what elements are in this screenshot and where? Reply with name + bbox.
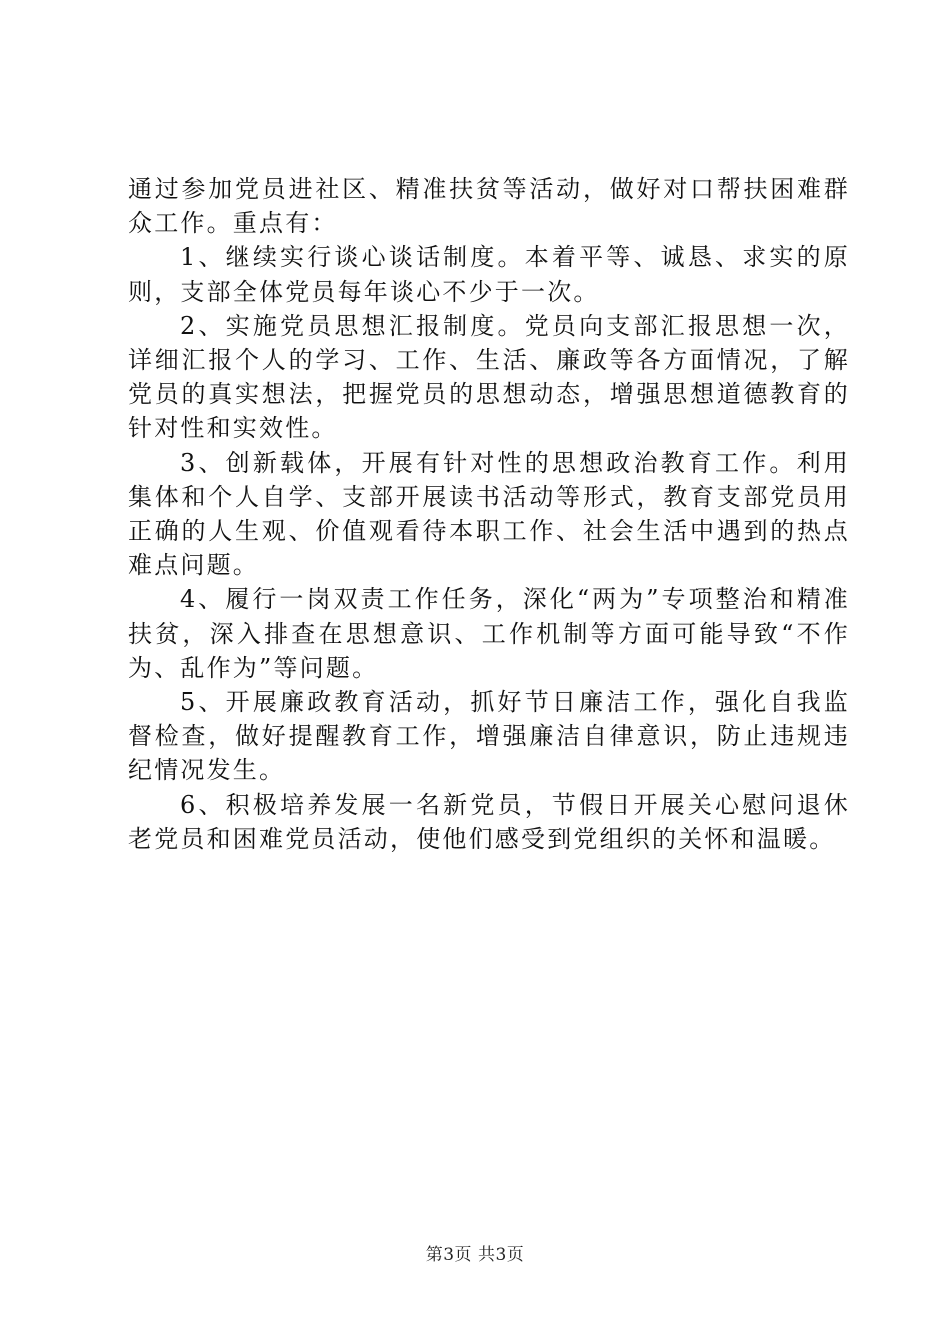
paragraph-item-3: 3、创新载体，开展有针对性的思想政治教育工作。利用集体和个人自学、支部开展读书活动等形式，教育支部党员用正确的人生观、价值观看待本职工作、社会生活中遇到的热点难点问题。 <box>128 448 850 580</box>
paragraph-item-1: 1、继续实行谈心谈话制度。本着平等、诚恳、求实的原则，支部全体党员每年谈心不少于一次。 <box>128 243 850 306</box>
paragraph-item-2: 2、实施党员思想汇报制度。党员向支部汇报思想一次，详细汇报个人的学习、工作、生活、廉政等各方面情况，了解党员的真实想法，把握党员的思想动态，增强思想道德教育的针对性和实效性。 <box>128 311 850 443</box>
paragraph-item-4: 4、履行一岗双责工作任务，深化“两为”专项整治和精准扶贫，深入排查在思想意识、工作机制等方面可能导致“不作为、乱作为”等问题。 <box>128 585 850 682</box>
paragraph-item-6: 6、积极培养发展一名新党员，节假日开展关心慰问退休老党员和困难党员活动，使他们感受到党组织的关怀和温暖。 <box>128 790 850 853</box>
page-number-footer: 第3页 共3页 <box>425 1245 525 1265</box>
document-body <box>128 172 850 856</box>
paragraph-intro: 通过参加党员进社区、精准扶贫等活动，做好对口帮扶困难群众工作。重点有： <box>128 175 850 238</box>
paragraph-item-5: 5、开展廉政教育活动，抓好节日廉洁工作，强化自我监督检查，做好提醒教育工作，增强廉洁自律意识，防止违规违纪情况发生。 <box>128 688 850 785</box>
